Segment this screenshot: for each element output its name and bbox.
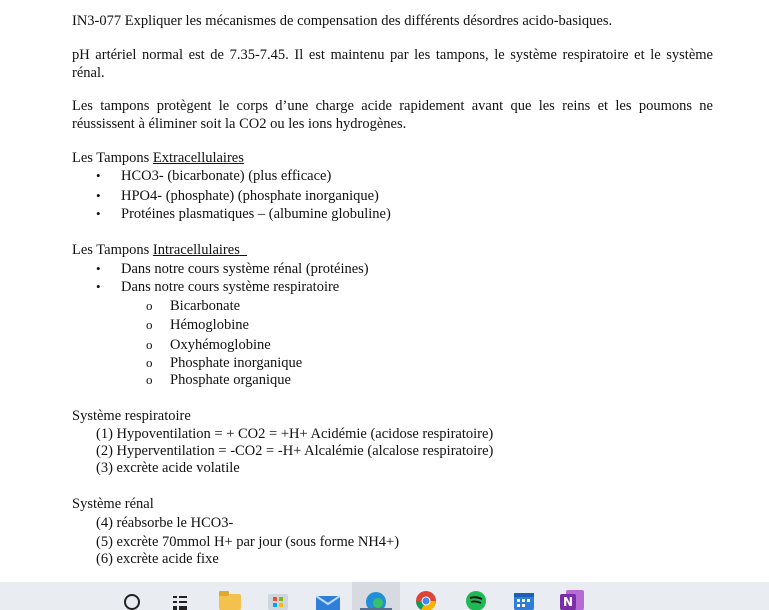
edge-button[interactable] <box>352 582 400 610</box>
para-ph-line2: rénal. <box>72 65 105 81</box>
onenote-button[interactable] <box>548 582 596 610</box>
spotify-icon <box>464 588 488 610</box>
numbered-item: (5) excrète 70mmol H+ par jour (sous forme NH4+) <box>96 534 400 550</box>
bullet: • <box>96 206 101 221</box>
chrome-icon <box>414 588 438 610</box>
bullet: • <box>96 279 101 294</box>
onenote-letter: N <box>560 594 576 610</box>
calendar-button[interactable] <box>500 582 548 610</box>
list-item: Protéines plasmatiques – (albumine globuline) <box>121 206 391 222</box>
numbered-item: (6) excrète acide fixe <box>96 551 219 567</box>
task-view-icon <box>170 590 190 610</box>
microsoft-store-button[interactable] <box>254 582 302 610</box>
heading-extracellulaires-underlined: Extracellulaires <box>152 150 244 166</box>
numbered-item: (1) Hypoventilation = + CO2 = +H+ Acidémie (acidose respiratoire) <box>96 426 494 442</box>
heading-intracellulaires-underlined: Intracellulaires <box>152 242 240 258</box>
circle-bullet: o <box>146 337 153 352</box>
sub-list-item: Phosphate organique <box>170 372 291 388</box>
sub-list-item: Bicarbonate <box>170 298 241 314</box>
circle-bullet: o <box>146 372 153 387</box>
spotify-button[interactable] <box>452 582 500 610</box>
heading-extracellulaires: Les Tampons Extracellulaires <box>72 150 244 166</box>
folder-icon <box>218 588 242 610</box>
onenote-icon <box>560 588 584 610</box>
bullet: • <box>96 168 101 183</box>
list-item: HPO4- (phosphate) (phosphate inorganique) <box>121 188 379 204</box>
list-item: HCO3- (bicarbonate) (plus efficace) <box>121 168 332 184</box>
numbered-item: (3) excrète acide volatile <box>96 460 240 476</box>
heading-systeme-renal: Système rénal <box>72 496 154 512</box>
circle-bullet: o <box>146 298 153 313</box>
edge-icon <box>364 588 388 610</box>
store-icon <box>266 588 290 610</box>
mail-icon <box>315 590 341 610</box>
circle-bullet: o <box>146 317 153 332</box>
sub-list-item: Hémoglobine <box>170 317 249 333</box>
heading-intracellulaires: Les Tampons Intracellulaires <box>72 242 240 258</box>
calendar-icon <box>512 588 536 610</box>
para-tampons-line2: réussissent à éliminer soit la CO2 ou les ions hydrogènes. <box>72 116 407 132</box>
file-explorer-button[interactable] <box>206 582 254 610</box>
search-icon <box>122 590 142 610</box>
heading-systeme-respiratoire: Système respiratoire <box>72 408 191 424</box>
task-view-button[interactable] <box>156 582 204 610</box>
taskbar <box>0 582 769 610</box>
circle-bullet: o <box>146 355 153 370</box>
mail-button[interactable] <box>304 582 352 610</box>
document-title: IN3-077 Expliquer les mécanismes de compensation des différents désordres acido-basiques. <box>72 13 613 29</box>
para-ph-line1: pH artériel normal est de 7.35-7.45. Il est maintenu par les tampons, le système respiratoire et le système <box>72 47 713 63</box>
list-item: Dans notre cours système rénal (protéines) <box>121 261 369 277</box>
numbered-item: (4) réabsorbe le HCO3- <box>96 515 234 531</box>
bullet: • <box>96 261 101 276</box>
sub-list-item: Phosphate inorganique <box>170 355 303 371</box>
list-item: Dans notre cours système respiratoire <box>121 279 340 295</box>
numbered-item: (2) Hyperventilation = -CO2 = -H+ Alcalémie (alcalose respiratoire) <box>96 443 494 459</box>
para-tampons-line1: Les tampons protègent le corps d’une charge acide rapidement avant que les reins et les poumons ne <box>72 98 713 114</box>
chrome-button[interactable] <box>402 582 450 610</box>
bullet: • <box>96 188 101 203</box>
sub-list-item: Oxyhémoglobine <box>170 337 271 353</box>
search-button[interactable] <box>108 582 156 610</box>
